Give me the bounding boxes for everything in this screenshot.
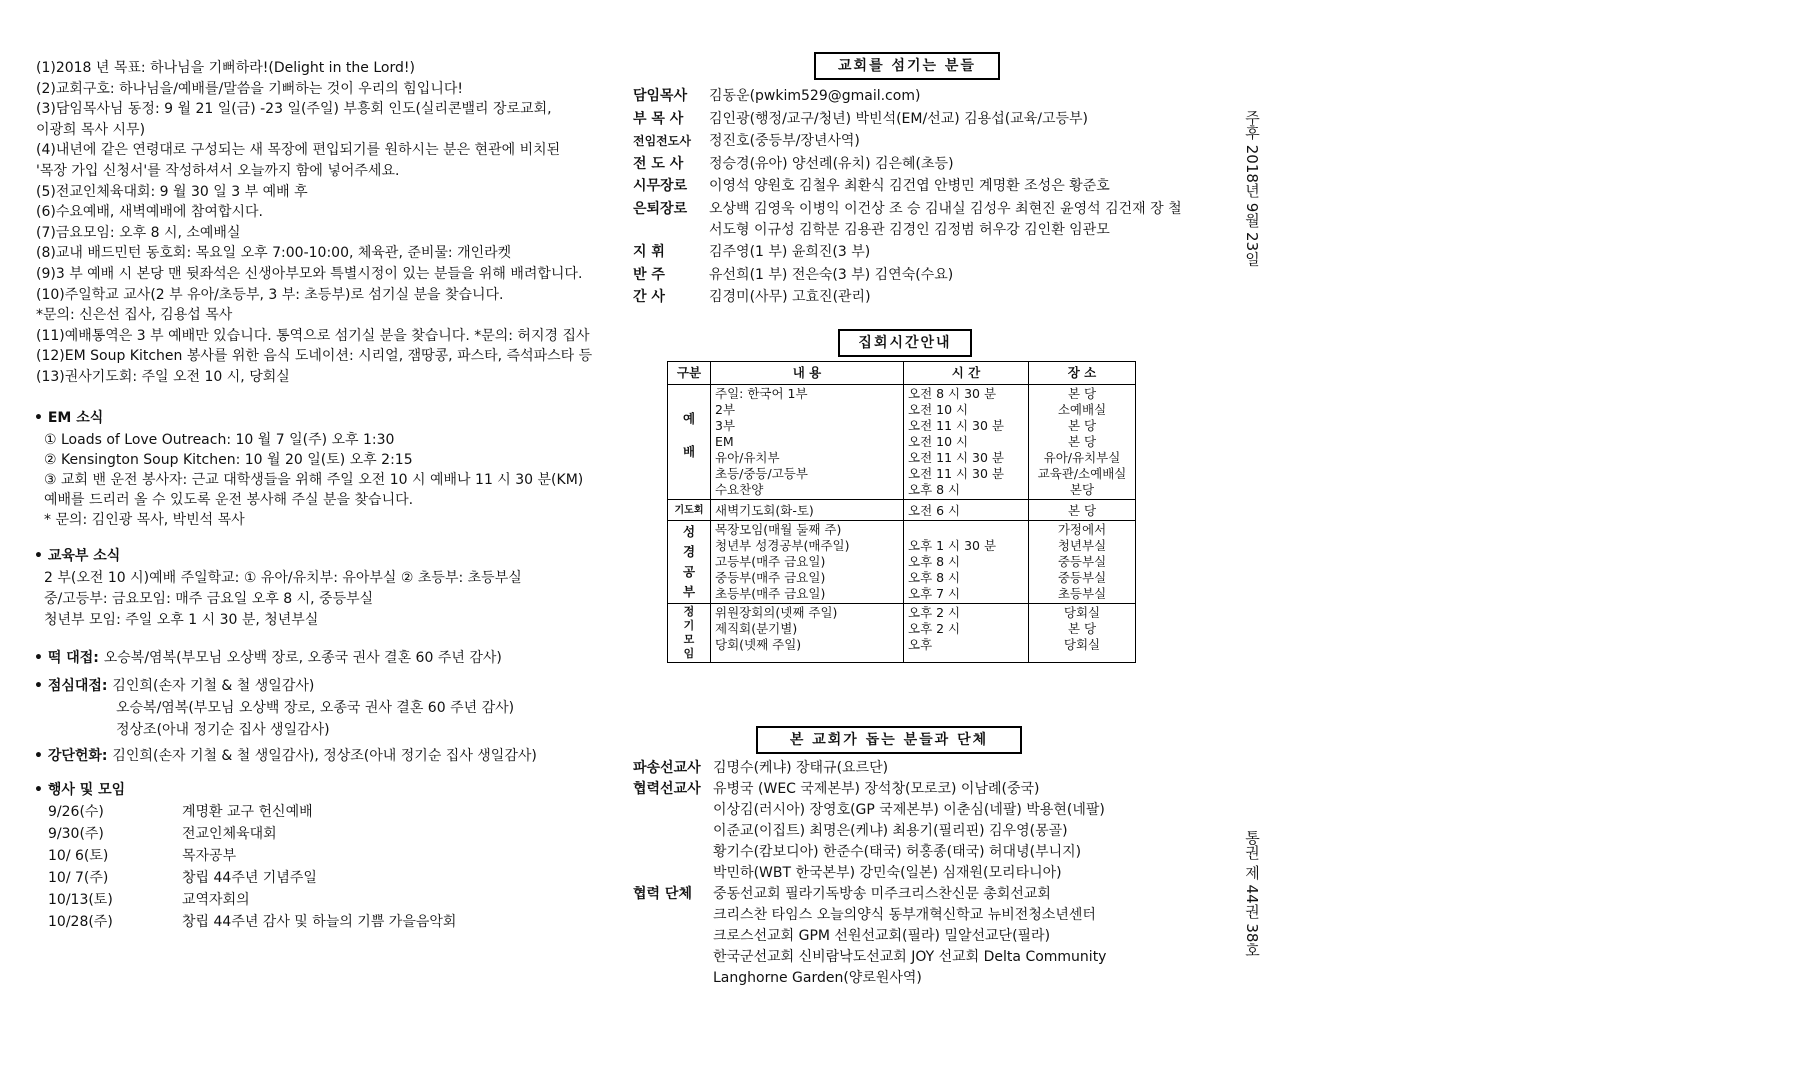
notice-line: (3)담임목사님 동정: 9 월 21 일(금) -23 일(주일) 부흥회 인도(실리콘밸리 장로교회,: [36, 101, 552, 118]
study-place-item: 가정에서: [1057, 522, 1107, 537]
lunch-offering-line: 정상조(아내 정기순 집사 생일감사): [116, 722, 330, 738]
em-news-line: * 문의: 김인광 목사, 박빈석 목사: [44, 512, 245, 528]
partner-org-line: Langhorne Garden(양로원사역): [713, 970, 922, 986]
dawn-label: 기도회: [668, 500, 711, 521]
partner-org-line: 한국군선교회 신비람낙도선교회 JOY 선교회 Delta Community: [713, 949, 1107, 965]
staff-role: 시무장로: [633, 178, 688, 194]
worship-time-item: 오전 11 시 30 분: [908, 466, 1005, 481]
dawn-row: [668, 500, 1136, 521]
meeting-label: 정 기 모 임: [668, 604, 711, 663]
edu-news-title: • 교육부 소식: [34, 548, 121, 564]
staff-role: 반 주: [633, 266, 665, 283]
staff-names: 이영석 양원호 김철우 최환식 김건엽 안병민 계명환 조성은 황준호: [709, 178, 1110, 194]
staff-names: 오상백 김영욱 이병익 이건상 조 승 김내실 김성우 최현진 윤영석 김건재 장 철: [709, 200, 1182, 217]
staff-role: 지 휘: [633, 244, 665, 260]
worship-item: 3부: [715, 418, 736, 433]
staff-row: [633, 86, 920, 106]
study-time-item: 오후 8 시: [908, 570, 961, 585]
partner-org-line: 크리스찬 타임스 오늘의양식 동부개혁신학교 뉴비전청소년센터: [713, 907, 1096, 923]
altar-flowers: • 강단헌화: 김인희(손자 기철 & 철 생일감사), 정상조(아내 정기순 집사 생일감사): [34, 748, 537, 764]
partner-org-line: 크로스선교회 GPM 선원선교회(필라) 밀알선교단(필라): [713, 928, 1051, 944]
staff-names: 김경미(사무) 고효진(관리): [709, 289, 871, 305]
em-news-line: ① Loads of Love Outreach: 10 월 7 일(주) 오후 1:30: [44, 432, 395, 448]
staff-row: [633, 154, 954, 174]
staff-row: [633, 287, 871, 307]
notice-line: (9)3 부 예배 시 본당 맨 뒷좌석은 신생아부모와 특별시정이 있는 분들을 위해 배려합니다.: [36, 266, 583, 282]
worship-row: [668, 385, 1136, 500]
meeting-time: [904, 604, 1029, 663]
study-item: 고등부(매주 금요일): [715, 554, 826, 569]
issue-number: 통권 제 44권 38호: [1243, 830, 1261, 958]
staff-row: [633, 199, 1182, 219]
study-item: 초등부(매주 금요일): [715, 586, 826, 601]
meeting-time-item: 오후 2 시: [908, 605, 961, 620]
schedule-table: [667, 361, 1136, 663]
sent-missionaries-label: 파송선교사: [633, 760, 701, 776]
header-content: 내 용: [711, 362, 904, 385]
bulletin-date: 주후 2018년 9월 23일: [1243, 110, 1261, 267]
worship-item: 초등/중등/고등부: [715, 466, 808, 481]
meeting-item: 제직회(분기별): [715, 621, 798, 636]
staff-role: 전 도 사: [633, 155, 684, 172]
staff-role: 간 사: [633, 289, 665, 305]
partner-missionary-line: 박민하(WBT 한국본부) 강민숙(일본) 심재원(모리타니아): [713, 865, 1062, 881]
worship-label: 예 배: [668, 385, 711, 500]
partner-missionary-line: 황기수(캄보디아) 한준수(태국) 허홍종(태국) 허대녕(부니지): [713, 844, 1082, 860]
lunch-offering-line: 오승복/염복(부모님 오상백 장로, 오종국 권사 결혼 60 주년 감사): [116, 700, 515, 716]
worship-place: [1029, 385, 1136, 500]
event-name: 교역자회의: [182, 892, 250, 908]
worship-place-item: 소예배실: [1057, 402, 1107, 417]
notice-line: (13)권사기도회: 주일 오전 10 시, 당회실: [36, 369, 290, 385]
event-date: 9/30(주): [48, 826, 104, 842]
study-row: [668, 521, 1136, 604]
study-time-item: [908, 522, 1024, 538]
notice-line: (11)예배통역은 3 부 예배만 있습니다. 통역으로 섬기실 분을 찾습니다. *문의: 허지경 집사: [36, 327, 590, 344]
meeting-row: [668, 604, 1136, 663]
lunch-offering: • 점심대접: 김인희(손자 기철 & 철 생일감사): [34, 678, 315, 694]
worship-time: [904, 385, 1029, 500]
edu-news-line: 청년부 모임: 주일 오후 1 시 30 분, 청년부실: [44, 612, 319, 628]
staff-role: 은퇴장로: [633, 200, 688, 217]
worship-time-item: 오전 8 시 30 분: [908, 386, 997, 401]
partner-missionary-line: 유병국 (WEC 국제본부) 장석창(모로코) 이남례(중국): [713, 781, 1040, 797]
meeting-place-item: 당회실: [1063, 637, 1101, 652]
partner-org-line: 중동선교회 필라기독방송 미주크리스찬신문 총회선교회: [713, 886, 1051, 902]
meeting-content: [711, 604, 904, 663]
staff-row: [633, 109, 1088, 129]
meeting-place: [1029, 604, 1136, 663]
notice-line: (1)2018 년 목표: 하나님을 기뻐하라!(Delight in the Lord!): [36, 60, 415, 76]
events-title: • 행사 및 모임: [34, 782, 126, 798]
study-item: 청년부 성경공부(매주일): [715, 538, 850, 553]
study-time-item: 오후 8 시: [908, 554, 961, 569]
study-place: [1029, 521, 1136, 604]
study-time: [904, 521, 1029, 604]
event-date: 10/28(주): [48, 914, 113, 930]
staff-role: 부 목 사: [633, 110, 684, 127]
staff-names: 정승경(유아) 양선례(유치) 김은혜(초등): [709, 155, 954, 172]
study-item: 목장모임(매월 둘째 주): [715, 522, 842, 537]
notice-line: (4)내년에 같은 연령대로 구성되는 새 목장에 편입되기를 원하시는 분은 현관에 비치된: [36, 142, 561, 159]
dawn-time: 오전 6 시: [904, 500, 1029, 521]
edu-news-line: 2 부(오전 10 시)예배 주일학교: ① 유아/유치부: 유아부실 ② 초등부: 초등부실: [44, 570, 522, 586]
notice-line: '목장 가입 신청서'를 작성하셔서 오늘까지 함에 넣어주세요.: [36, 163, 400, 179]
study-time-item: 오후 1 시 30 분: [908, 538, 997, 553]
em-news-title: • EM 소식: [34, 410, 104, 426]
schedule-header-row: [668, 362, 1136, 385]
staff-names: 김동운(pwkim529@gmail.com): [709, 88, 921, 104]
sent-missionaries: 김명수(케냐) 장태규(요르단): [713, 760, 889, 776]
staff-row: [633, 242, 870, 262]
staff-row: [633, 265, 953, 285]
header-time: 시 간: [904, 362, 1029, 385]
event-name: 창립 44주년 감사 및 하늘의 기쁨 가을음악회: [182, 914, 457, 930]
staff-row: [633, 220, 1110, 240]
notice-line: (2)교회구호: 하나님을/예배를/말씀을 기뻐하는 것이 우리의 힘입니다!: [36, 80, 463, 97]
study-place-item: 초등부실: [1057, 586, 1107, 601]
worship-content: [711, 385, 904, 500]
event-name: 목자공부: [182, 848, 237, 864]
worship-time-item: 오전 11 시 30 분: [908, 418, 1005, 433]
worship-time-item: 오전 11 시 30 분: [908, 450, 1005, 465]
bullet: •: [34, 782, 48, 798]
meeting-item: 위원장회의(넷째 주일): [715, 605, 838, 620]
partner-missionary-line: 이준교(이집트) 최명은(케냐) 최용기(필리핀) 김우영(몽골): [713, 823, 1068, 839]
worship-time-item: 오후 8 시: [908, 482, 961, 497]
partner-missionary-line: 이상김(러시아) 장영호(GP 국제본부) 이춘심(네팔) 박용현(네팔): [713, 802, 1105, 818]
worship-place-item: 본 당: [1067, 386, 1097, 401]
meeting-place-item: 당회실: [1063, 605, 1101, 620]
edu-news-line: 중/고등부: 금요모임: 매주 금요일 오후 8 시, 중등부실: [44, 591, 374, 607]
notice-line: (12)EM Soup Kitchen 봉사를 위한 음식 도네이션: 시리얼, 잼땅콩, 파스타, 즉석파스타 등: [36, 348, 593, 365]
study-place-item: 중등부실: [1057, 554, 1107, 569]
event-date: 10/13(토): [48, 892, 113, 908]
rice-cake-offering: • 떡 대접: 오승복/염복(부모님 오상백 장로, 오종국 권사 결혼 60 주년 감사): [34, 650, 502, 666]
event-date: 10/ 7(주): [48, 870, 109, 886]
event-name: 계명환 교구 헌신예배: [182, 804, 313, 820]
em-news-line: 예배를 드리러 올 수 있도록 운전 봉사해 주실 분을 찾습니다.: [44, 492, 414, 508]
missions-title: 본 교회가 돕는 분들과 단체: [756, 726, 1022, 754]
meeting-time-item: 오후 2 시: [908, 621, 961, 636]
staff-names: 김주영(1 부) 윤희진(3 부): [709, 244, 871, 260]
meeting-time-item: 오후: [908, 637, 933, 652]
meeting-item: 당회(넷째 주일): [715, 637, 802, 652]
worship-place-item: 유아/유치부실: [1043, 450, 1121, 465]
study-place-item: 청년부실: [1057, 538, 1107, 553]
worship-time-item: 오전 10 시: [908, 402, 969, 417]
staff-role: 담임목사: [633, 88, 688, 104]
worship-item: 주일: 한국어 1부: [715, 386, 808, 401]
worship-place-item: 본 당: [1067, 434, 1097, 449]
study-place-item: 중등부실: [1057, 570, 1107, 585]
notice-line: (7)금요모임: 오후 8 시, 소예배실: [36, 224, 241, 241]
notice-line: (5)전교인체육대회: 9 월 30 일 3 부 예배 후: [36, 183, 308, 200]
schedule-title: 집회시간안내: [838, 329, 972, 357]
worship-place-item: 교육관/소예배실: [1037, 466, 1127, 481]
partner-missionaries-label: 협력선교사: [633, 781, 701, 797]
staff-names: 정진호(중등부/장년사역): [709, 133, 860, 149]
study-label: 성 경 공 부: [668, 521, 711, 604]
staff-names: 유선희(1 부) 전은숙(3 부) 김연숙(수요): [709, 266, 954, 283]
staff-names: 김인광(행정/교구/청년) 박빈석(EM/선교) 김용섭(교육/고등부): [709, 110, 1088, 127]
event-name: 창립 44주년 기념주일: [182, 870, 317, 886]
meeting-place-item: 본 당: [1067, 621, 1097, 636]
study-item: 중등부(매주 금요일): [715, 570, 826, 585]
staff-row: [633, 176, 1110, 196]
study-time-item: 오후 7 시: [908, 586, 961, 601]
study-content: [711, 521, 904, 604]
worship-time-item: 오전 10 시: [908, 434, 969, 449]
notice-line: (10)주일학교 교사(2 부 유아/초등부, 3 부: 초등부)로 섬기실 분을 찾습니다.: [36, 286, 504, 303]
dawn-place: 본 당: [1029, 500, 1136, 521]
worship-item: 2부: [715, 402, 736, 417]
notice-line: *문의: 신은선 집사, 김용섭 목사: [36, 307, 233, 324]
em-news-line: ② Kensington Soup Kitchen: 10 월 20 일(토) 오후 2:15: [44, 452, 413, 468]
notice-line: (8)교내 배드민턴 동호회: 목요일 오후 7:00-10:00, 체육관, 준비물: 개인라켓: [36, 245, 512, 262]
staff-names: 서도형 이규성 김학분 김용관 김경인 김정범 허우강 김인환 임관모: [709, 221, 1110, 238]
staff-role: 전임전도사: [633, 134, 691, 148]
worship-item: EM: [715, 434, 734, 449]
event-name: 전교인체육대회: [182, 826, 277, 842]
staff-title: 교회를 섬기는 분들: [814, 52, 1000, 80]
notice-line: (6)수요예배, 새벽예배에 참여합시다.: [36, 204, 263, 221]
worship-item: 유아/유치부: [715, 450, 780, 465]
worship-place-item: 본당: [1069, 482, 1095, 497]
header-place: 장 소: [1029, 362, 1136, 385]
em-news-line: ③ 교회 밴 운전 봉사자: 근교 대학생들을 위해 주일 오전 10 시 예배나 11 시 30 분(KM): [44, 472, 584, 488]
worship-item: 수요찬양: [715, 482, 764, 497]
staff-row: [633, 131, 860, 151]
notice-line: 이광희 목사 시무): [36, 121, 146, 138]
dawn-content: 새벽기도회(화-토): [711, 500, 904, 521]
partner-orgs-label: 협력 단체: [633, 886, 692, 902]
event-date: 9/26(수): [48, 804, 104, 820]
event-date: 10/ 6(토): [48, 848, 109, 864]
header-category: 구분: [668, 362, 711, 385]
worship-place-item: 본 당: [1067, 418, 1097, 433]
